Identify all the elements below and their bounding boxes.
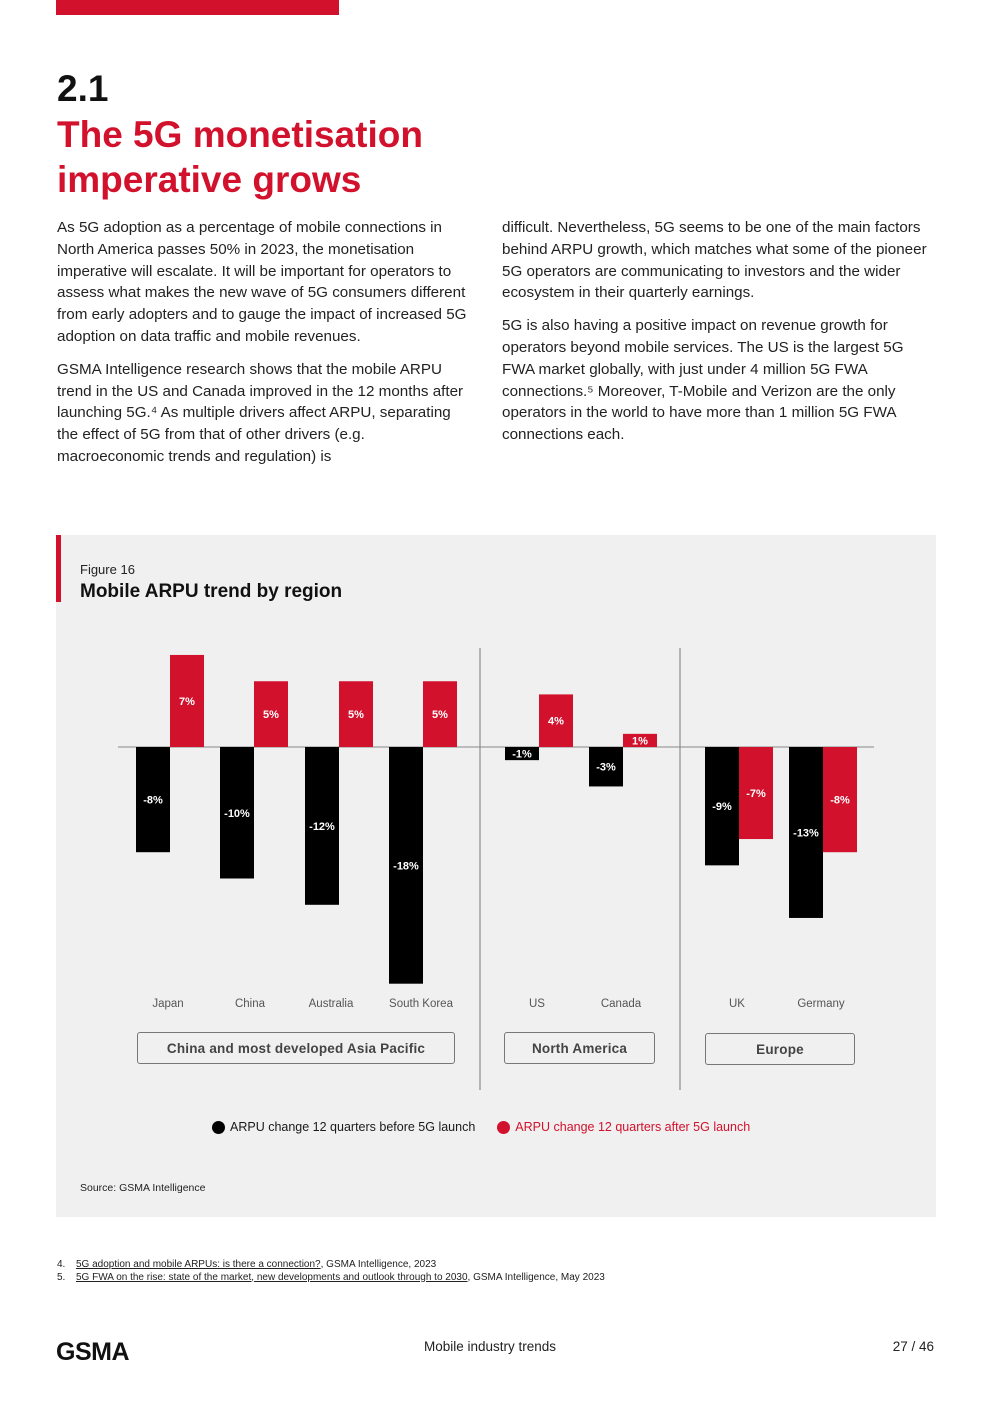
region-label-asia-pacific: China and most developed Asia Pacific — [137, 1032, 455, 1064]
bar-data-label: -1% — [512, 748, 532, 761]
paragraph: As 5G adoption as a percentage of mobile connections in North America passes 50% in 2023, the monetisation imperative will escalate. It will be important for operators to assess what makes the new wave of 5G consumers different from early adopters and to gauge the impact of increased 5G adoption on data traffic and mobile revenues. — [57, 219, 467, 345]
footnote-link[interactable]: 5G adoption and mobile ARPUs: is there a connection? — [76, 1259, 321, 1270]
paragraph: 5G is also having a positive impact on revenue growth for operators beyond mobile services. The US is the largest 5G FWA market globally, with just under 4 million 5G FWA connections.⁵ Moreover, T-Mobile and Verizon are the only operators in the world to have more than 1 million 5G FWA connections each. — [502, 317, 904, 444]
legend-label: ARPU change 12 quarters after 5G launch — [515, 1120, 751, 1134]
legend-item-after — [497, 1120, 750, 1134]
bar-data-label: 5% — [432, 709, 448, 722]
footnotes — [57, 1259, 605, 1284]
section-number: 2.1 — [57, 68, 109, 109]
figure-source: Source: GSMA Intelligence — [80, 1182, 206, 1194]
footnote-link[interactable]: 5G FWA on the rise: state of the market, new developments and outlook through to 2030 — [76, 1271, 468, 1283]
bar-data-label: 7% — [179, 695, 195, 708]
figure-label: Figure 16 — [80, 562, 135, 577]
bar-data-label: 1% — [632, 735, 648, 748]
category-tick-label: Australia — [308, 998, 354, 1010]
category-tick-label: South Korea — [389, 998, 453, 1010]
legend-item-before — [212, 1120, 475, 1134]
bar-data-label: -3% — [596, 761, 616, 774]
footnote — [57, 1259, 605, 1272]
footnote-number: 5. — [57, 1271, 66, 1283]
bar-data-label: -13% — [793, 827, 819, 840]
paragraph: GSMA Intelligence research shows that the mobile ARPU trend in the US and Canada improved in the 12 months after launching 5G.⁴ As multiple drivers affect ARPU, separating the effect of 5G from that of other drivers (e.g. macroeconomic trends and regulation) is — [57, 360, 464, 465]
footer-title: Mobile industry trends — [423, 1339, 557, 1354]
bar-data-label: -8% — [830, 794, 850, 807]
bar-data-label: -8% — [143, 794, 163, 807]
footnote-text: , GSMA Intelligence, May 2023 — [467, 1271, 605, 1283]
footnote-number: 4. — [57, 1259, 66, 1270]
bar-data-label: -7% — [746, 788, 766, 801]
bar-data-label: -10% — [224, 807, 250, 820]
category-tick-label: China — [234, 998, 266, 1010]
bar-data-label: 5% — [263, 709, 279, 722]
footnote — [57, 1272, 605, 1285]
gsma-logo-text: GSMA — [56, 1339, 129, 1363]
category-tick-label: Germany — [797, 998, 845, 1010]
bar-data-label: -9% — [712, 801, 732, 814]
chart-title: Mobile ARPU trend by region — [80, 581, 343, 602]
region-label-north-america: North America — [504, 1032, 655, 1064]
page-number: 27 / 46 — [892, 1339, 934, 1354]
bar-data-label: -18% — [393, 860, 419, 873]
bar-data-label: -12% — [309, 820, 335, 833]
bar-data-label: 5% — [348, 709, 364, 722]
category-tick-label: Japan — [152, 998, 184, 1010]
bar-data-label: 4% — [548, 715, 564, 728]
category-tick-label: Canada — [600, 998, 642, 1010]
legend-dot-red-icon — [497, 1121, 510, 1134]
category-tick-label: UK — [729, 998, 745, 1010]
legend-label: ARPU change 12 quarters before 5G launch — [230, 1120, 476, 1134]
section-title: The 5G monetisation imperative grows — [57, 114, 423, 200]
legend-dot-black-icon — [212, 1121, 225, 1134]
chart-legend — [212, 1120, 772, 1134]
category-tick-label: US — [529, 998, 545, 1010]
paragraph: difficult. Nevertheless, 5G seems to be one of the main factors behind ARPU growth, which matches what some of the pioneer 5G operators are communicating to investors and the wider ecosystem in their quarterly earnings. — [502, 219, 927, 302]
footnote-text: , GSMA Intelligence, 2023 — [320, 1259, 437, 1270]
region-label-europe: Europe — [705, 1033, 855, 1065]
